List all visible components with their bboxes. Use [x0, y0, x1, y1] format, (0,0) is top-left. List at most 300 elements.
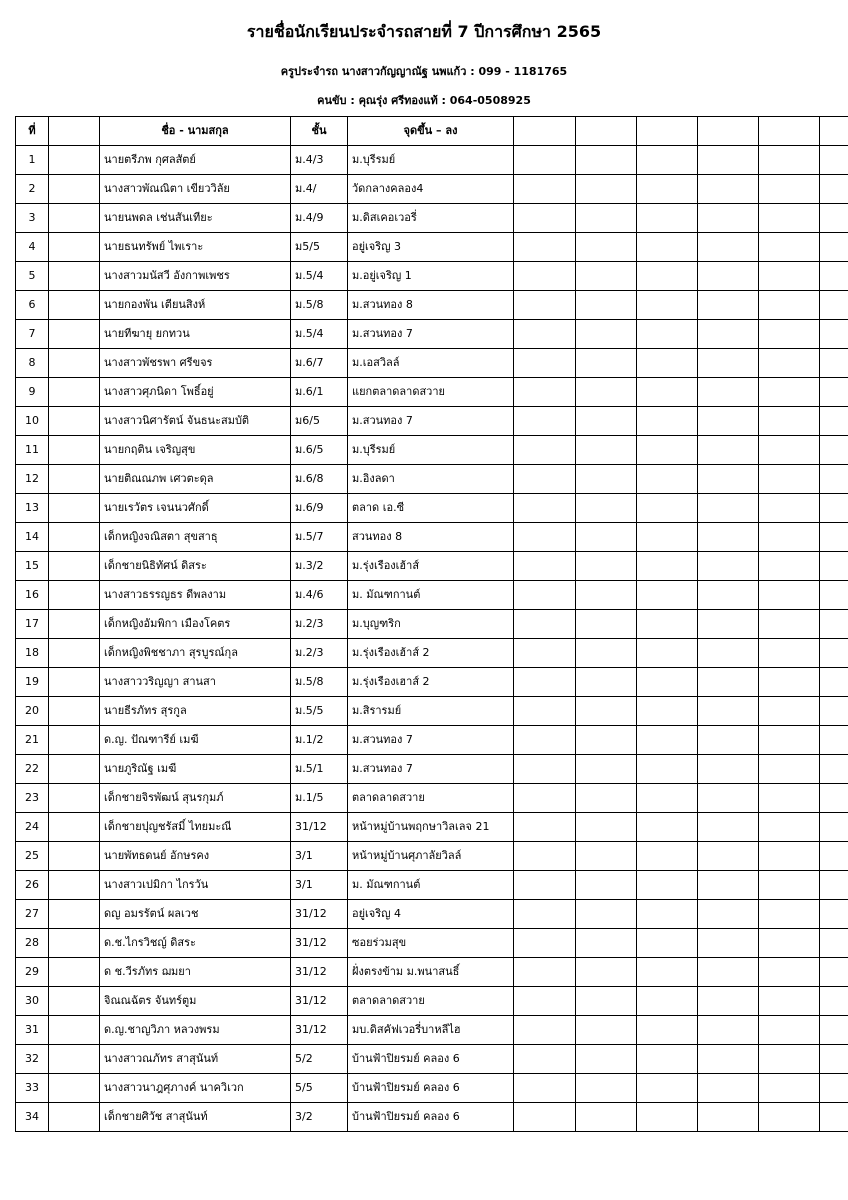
empty-cell: [637, 349, 698, 378]
student-name: นายธีรภัทร สุรกูล: [100, 697, 291, 726]
empty-cell: [514, 146, 576, 175]
pickup-dropoff-point: หน้าหมู่บ้านศุภาลัยวิลล์: [348, 842, 514, 871]
empty-cell: [637, 320, 698, 349]
student-name: นายเรวัตร เจนนวศักดิ์: [100, 494, 291, 523]
row-number: 19: [16, 668, 49, 697]
empty-cell: [576, 755, 637, 784]
blank-cell: [49, 755, 100, 784]
empty-cell: [820, 1045, 848, 1074]
pickup-dropoff-point: ม.สิรารมย์: [348, 697, 514, 726]
empty-cell: [576, 494, 637, 523]
empty-cell: [698, 494, 759, 523]
document-title: รายชื่อนักเรียนประจำรถสายที่ 7 ปีการศึกษา 2565: [246, 22, 602, 41]
student-class: ม5/5: [291, 233, 348, 262]
blank-cell: [49, 378, 100, 407]
student-name: นางสาวพัณณิตา เขียววิลัย: [100, 175, 291, 204]
pickup-dropoff-point: ฝั่งตรงข้าม ม.พนาสนธิ์: [348, 958, 514, 987]
row-number: 20: [16, 697, 49, 726]
empty-cell: [759, 639, 820, 668]
empty-cell: [820, 262, 848, 291]
student-name: นางสาวนิศารัตน์ จันธนะสมบัติ: [100, 407, 291, 436]
table-row: [16, 987, 848, 1016]
row-number: 5: [16, 262, 49, 291]
empty-cell: [698, 958, 759, 987]
empty-cell: [759, 291, 820, 320]
pickup-dropoff-point: บ้านฟ้าปิยรมย์ คลอง 6: [348, 1103, 514, 1132]
student-name: จิณณฉัตร จันทร์ตูม: [100, 987, 291, 1016]
empty-cell: [698, 987, 759, 1016]
pickup-dropoff-point: บ้านฟ้าปิยรมย์ คลอง 6: [348, 1045, 514, 1074]
student-class: ม.3/2: [291, 552, 348, 581]
empty-cell: [759, 726, 820, 755]
header-stop: จุดขึ้น – ลง: [348, 117, 514, 146]
empty-cell: [820, 233, 848, 262]
empty-cell: [698, 291, 759, 320]
empty-cell: [576, 958, 637, 987]
blank-cell: [49, 668, 100, 697]
pickup-dropoff-point: อยู่เจริญ 3: [348, 233, 514, 262]
row-number: 27: [16, 900, 49, 929]
row-number: 26: [16, 871, 49, 900]
pickup-dropoff-point: ม.สวนทอง 7: [348, 320, 514, 349]
empty-cell: [514, 523, 576, 552]
student-name: นางสาวศุภนิดา โพธิ์อยู่: [100, 378, 291, 407]
row-number: 17: [16, 610, 49, 639]
empty-cell: [820, 871, 848, 900]
empty-cell: [759, 378, 820, 407]
blank-cell: [49, 436, 100, 465]
driver-line: คนขับ : คุณรุ่ง ศรีทองแท้ : 064-0508925: [317, 94, 531, 107]
student-class: ม.5/7: [291, 523, 348, 552]
empty-cell: [514, 204, 576, 233]
empty-cell: [759, 842, 820, 871]
table-header-row: [16, 117, 848, 146]
student-name: นายนพดล เช่นสันเทียะ: [100, 204, 291, 233]
empty-cell: [759, 1045, 820, 1074]
blank-cell: [49, 320, 100, 349]
table-row: [16, 639, 848, 668]
table-row: [16, 146, 848, 175]
empty-cell: [698, 436, 759, 465]
row-number: 33: [16, 1074, 49, 1103]
empty-cell: [698, 755, 759, 784]
empty-cell: [698, 1103, 759, 1132]
student-name: นางสาวธรรญธร ดีพลงาม: [100, 581, 291, 610]
student-name: ด.ญ. ปัณฑารีย์ เมฆี: [100, 726, 291, 755]
student-class: ม.6/8: [291, 465, 348, 494]
student-class: 5/2: [291, 1045, 348, 1074]
table-row: [16, 349, 848, 378]
row-number: 9: [16, 378, 49, 407]
table-row: [16, 697, 848, 726]
header-extra-5: [759, 117, 820, 146]
row-number: 32: [16, 1045, 49, 1074]
empty-cell: [514, 1016, 576, 1045]
empty-cell: [637, 784, 698, 813]
header-no: ที่: [16, 117, 49, 146]
empty-cell: [820, 146, 848, 175]
empty-cell: [759, 697, 820, 726]
pickup-dropoff-point: ม.สวนทอง 8: [348, 291, 514, 320]
empty-cell: [820, 1016, 848, 1045]
empty-cell: [576, 1045, 637, 1074]
empty-cell: [514, 320, 576, 349]
empty-cell: [514, 755, 576, 784]
empty-cell: [514, 291, 576, 320]
empty-cell: [576, 726, 637, 755]
student-class: ม.4/9: [291, 204, 348, 233]
empty-cell: [576, 813, 637, 842]
empty-cell: [637, 697, 698, 726]
student-name: นางสาวพัชรพา ศรีขจร: [100, 349, 291, 378]
table-row: [16, 407, 848, 436]
empty-cell: [514, 813, 576, 842]
row-number: 22: [16, 755, 49, 784]
student-class: 31/12: [291, 929, 348, 958]
empty-cell: [698, 929, 759, 958]
empty-cell: [514, 175, 576, 204]
empty-cell: [759, 958, 820, 987]
table-row: [16, 204, 848, 233]
empty-cell: [637, 610, 698, 639]
empty-cell: [514, 581, 576, 610]
empty-cell: [514, 726, 576, 755]
student-name: นางสาวนาฎศุภางค์ นาควิเวก: [100, 1074, 291, 1103]
row-number: 14: [16, 523, 49, 552]
empty-cell: [514, 552, 576, 581]
empty-cell: [576, 175, 637, 204]
empty-cell: [759, 320, 820, 349]
blank-cell: [49, 1103, 100, 1132]
empty-cell: [637, 1016, 698, 1045]
blank-cell: [49, 1074, 100, 1103]
empty-cell: [576, 871, 637, 900]
empty-cell: [759, 813, 820, 842]
blank-cell: [49, 233, 100, 262]
empty-cell: [576, 349, 637, 378]
pickup-dropoff-point: ม.สวนทอง 7: [348, 407, 514, 436]
table-row: [16, 813, 848, 842]
empty-cell: [637, 929, 698, 958]
table-row: [16, 552, 848, 581]
table-row: [16, 726, 848, 755]
pickup-dropoff-point: ม. มัณฑกานต์: [348, 871, 514, 900]
empty-cell: [820, 784, 848, 813]
empty-cell: [514, 436, 576, 465]
blank-cell: [49, 929, 100, 958]
student-name: ด ช.วีรภัทร ฌมยา: [100, 958, 291, 987]
empty-cell: [820, 1074, 848, 1103]
empty-cell: [514, 668, 576, 697]
pickup-dropoff-point: มบ.ดิสคัฟเวอรี่บาหลีไฮ: [348, 1016, 514, 1045]
student-class: ม.4/: [291, 175, 348, 204]
header-extra-4: [698, 117, 759, 146]
empty-cell: [759, 349, 820, 378]
blank-cell: [49, 697, 100, 726]
header-extra-6: [820, 117, 848, 146]
empty-cell: [698, 1074, 759, 1103]
blank-cell: [49, 871, 100, 900]
empty-cell: [576, 610, 637, 639]
empty-cell: [514, 1045, 576, 1074]
empty-cell: [637, 262, 698, 291]
student-name: นายทีฆายุ ยกทวน: [100, 320, 291, 349]
empty-cell: [759, 755, 820, 784]
empty-cell: [759, 262, 820, 291]
empty-cell: [698, 813, 759, 842]
student-class: ม.2/3: [291, 639, 348, 668]
student-class: ม.1/2: [291, 726, 348, 755]
empty-cell: [698, 465, 759, 494]
blank-cell: [49, 465, 100, 494]
empty-cell: [576, 581, 637, 610]
student-name: นายกองพัน เตียนสิงห์: [100, 291, 291, 320]
student-name: นายพัทธดนย์ อักษรคง: [100, 842, 291, 871]
empty-cell: [514, 987, 576, 1016]
empty-cell: [576, 842, 637, 871]
row-number: 8: [16, 349, 49, 378]
empty-cell: [514, 900, 576, 929]
pickup-dropoff-point: ตลาด เอ.ซี: [348, 494, 514, 523]
empty-cell: [576, 523, 637, 552]
empty-cell: [820, 755, 848, 784]
empty-cell: [637, 813, 698, 842]
empty-cell: [576, 262, 637, 291]
empty-cell: [637, 204, 698, 233]
empty-cell: [637, 900, 698, 929]
pickup-dropoff-point: ม.บุรีรมย์: [348, 436, 514, 465]
empty-cell: [820, 697, 848, 726]
empty-cell: [759, 900, 820, 929]
empty-cell: [759, 871, 820, 900]
empty-cell: [698, 262, 759, 291]
empty-cell: [698, 697, 759, 726]
empty-cell: [698, 726, 759, 755]
empty-cell: [759, 233, 820, 262]
table-row: [16, 494, 848, 523]
empty-cell: [637, 378, 698, 407]
empty-cell: [514, 929, 576, 958]
student-class: ม.4/6: [291, 581, 348, 610]
student-name: เด็กหญิงจณิสตา สุขสาธุ: [100, 523, 291, 552]
row-number: 24: [16, 813, 49, 842]
student-class: ม.6/5: [291, 436, 348, 465]
empty-cell: [759, 146, 820, 175]
empty-cell: [698, 1045, 759, 1074]
empty-cell: [698, 784, 759, 813]
empty-cell: [576, 697, 637, 726]
student-class: 31/12: [291, 987, 348, 1016]
empty-cell: [820, 320, 848, 349]
table-row: [16, 436, 848, 465]
empty-cell: [576, 552, 637, 581]
empty-cell: [759, 523, 820, 552]
blank-cell: [49, 291, 100, 320]
empty-cell: [514, 1074, 576, 1103]
empty-cell: [698, 349, 759, 378]
pickup-dropoff-point: ม.รุ่งเรืองเฮ้าส์: [348, 552, 514, 581]
row-number: 25: [16, 842, 49, 871]
student-class: ม.5/4: [291, 262, 348, 291]
empty-cell: [514, 697, 576, 726]
table-row: [16, 755, 848, 784]
empty-cell: [514, 871, 576, 900]
empty-cell: [698, 204, 759, 233]
empty-cell: [820, 465, 848, 494]
student-name: นางสาวณภัทร สาสุนันท์: [100, 1045, 291, 1074]
blank-cell: [49, 726, 100, 755]
empty-cell: [576, 987, 637, 1016]
row-number: 34: [16, 1103, 49, 1132]
student-class: 3/1: [291, 842, 348, 871]
empty-cell: [820, 987, 848, 1016]
empty-cell: [637, 407, 698, 436]
student-class: ม.2/3: [291, 610, 348, 639]
empty-cell: [698, 552, 759, 581]
empty-cell: [820, 436, 848, 465]
empty-cell: [759, 204, 820, 233]
empty-cell: [759, 407, 820, 436]
student-class: 31/12: [291, 1016, 348, 1045]
empty-cell: [820, 407, 848, 436]
table-row: [16, 465, 848, 494]
row-number: 28: [16, 929, 49, 958]
empty-cell: [820, 610, 848, 639]
empty-cell: [820, 204, 848, 233]
empty-cell: [514, 262, 576, 291]
table-row: [16, 1045, 848, 1074]
empty-cell: [759, 1103, 820, 1132]
student-class: ม6/5: [291, 407, 348, 436]
empty-cell: [576, 1074, 637, 1103]
row-number: 6: [16, 291, 49, 320]
student-class: 5/5: [291, 1074, 348, 1103]
row-number: 1: [16, 146, 49, 175]
empty-cell: [576, 1103, 637, 1132]
student-roster-table: [15, 116, 848, 1132]
table-row: [16, 842, 848, 871]
empty-cell: [820, 929, 848, 958]
student-name: นายภูริณัฐ เมฆี: [100, 755, 291, 784]
empty-cell: [698, 581, 759, 610]
table-row: [16, 929, 848, 958]
empty-cell: [698, 871, 759, 900]
table-row: [16, 262, 848, 291]
blank-cell: [49, 204, 100, 233]
empty-cell: [698, 523, 759, 552]
student-name: นางสาววริญญา สานสา: [100, 668, 291, 697]
empty-cell: [820, 349, 848, 378]
empty-cell: [698, 668, 759, 697]
student-name: เด็กหญิงอัมพิกา เมืองโคตร: [100, 610, 291, 639]
empty-cell: [820, 175, 848, 204]
blank-cell: [49, 958, 100, 987]
student-class: ม.5/5: [291, 697, 348, 726]
header-extra-1: [514, 117, 576, 146]
empty-cell: [820, 842, 848, 871]
pickup-dropoff-point: ม.สวนทอง 7: [348, 755, 514, 784]
student-class: ม.5/1: [291, 755, 348, 784]
empty-cell: [637, 958, 698, 987]
empty-cell: [637, 581, 698, 610]
header-extra-3: [637, 117, 698, 146]
blank-cell: [49, 1016, 100, 1045]
empty-cell: [576, 146, 637, 175]
table-row: [16, 668, 848, 697]
table-row: [16, 291, 848, 320]
header-blank: [49, 117, 100, 146]
empty-cell: [576, 233, 637, 262]
empty-cell: [576, 639, 637, 668]
row-number: 10: [16, 407, 49, 436]
blank-cell: [49, 813, 100, 842]
empty-cell: [576, 291, 637, 320]
empty-cell: [637, 233, 698, 262]
student-name: ด.ญ.ชาญวิภา หลวงพรม: [100, 1016, 291, 1045]
empty-cell: [576, 929, 637, 958]
empty-cell: [820, 668, 848, 697]
blank-cell: [49, 175, 100, 204]
empty-cell: [637, 494, 698, 523]
empty-cell: [637, 146, 698, 175]
teacher-line: ครูประจำรถ นางสาวกัญญาณัฐ นพแก้ว : 099 - 1181765: [280, 65, 568, 78]
empty-cell: [759, 1074, 820, 1103]
empty-cell: [759, 494, 820, 523]
student-name: นายตรีภพ กุศลสัตย์: [100, 146, 291, 175]
pickup-dropoff-point: อยู่เจริญ 4: [348, 900, 514, 929]
empty-cell: [698, 842, 759, 871]
pickup-dropoff-point: แยกตลาดลาดสวาย: [348, 378, 514, 407]
pickup-dropoff-point: ตลาดลาดสวาย: [348, 784, 514, 813]
empty-cell: [576, 407, 637, 436]
empty-cell: [820, 552, 848, 581]
empty-cell: [637, 639, 698, 668]
empty-cell: [820, 639, 848, 668]
empty-cell: [698, 639, 759, 668]
empty-cell: [820, 813, 848, 842]
student-name: นายติณณภพ เศวตะดุล: [100, 465, 291, 494]
empty-cell: [820, 494, 848, 523]
student-name: เด็กชายศิวัช สาสุนันท์: [100, 1103, 291, 1132]
empty-cell: [698, 1016, 759, 1045]
pickup-dropoff-point: ม.บุรีรมย์: [348, 146, 514, 175]
empty-cell: [637, 871, 698, 900]
student-name: เด็กชายจิรพัฒน์ สุนรกุมภ์: [100, 784, 291, 813]
student-name: นางสาวเปมิกา ไกรวัน: [100, 871, 291, 900]
table-row: [16, 900, 848, 929]
empty-cell: [759, 465, 820, 494]
table-row: [16, 581, 848, 610]
header-name: ชื่อ - นามสกุล: [100, 117, 291, 146]
empty-cell: [637, 436, 698, 465]
row-number: 13: [16, 494, 49, 523]
table-row: [16, 1016, 848, 1045]
empty-cell: [637, 523, 698, 552]
pickup-dropoff-point: ม. มัณฑกานต์: [348, 581, 514, 610]
row-number: 23: [16, 784, 49, 813]
student-name: นายธนทรัพย์ ไพเราะ: [100, 233, 291, 262]
empty-cell: [698, 610, 759, 639]
pickup-dropoff-point: ม.บุญฑริก: [348, 610, 514, 639]
empty-cell: [820, 291, 848, 320]
pickup-dropoff-point: สวนทอง 8: [348, 523, 514, 552]
table-row: [16, 610, 848, 639]
blank-cell: [49, 900, 100, 929]
pickup-dropoff-point: ม.เอสวิลล์: [348, 349, 514, 378]
student-name: ด.ช.ไกรวิชญ์ ดิสระ: [100, 929, 291, 958]
empty-cell: [637, 755, 698, 784]
empty-cell: [759, 610, 820, 639]
